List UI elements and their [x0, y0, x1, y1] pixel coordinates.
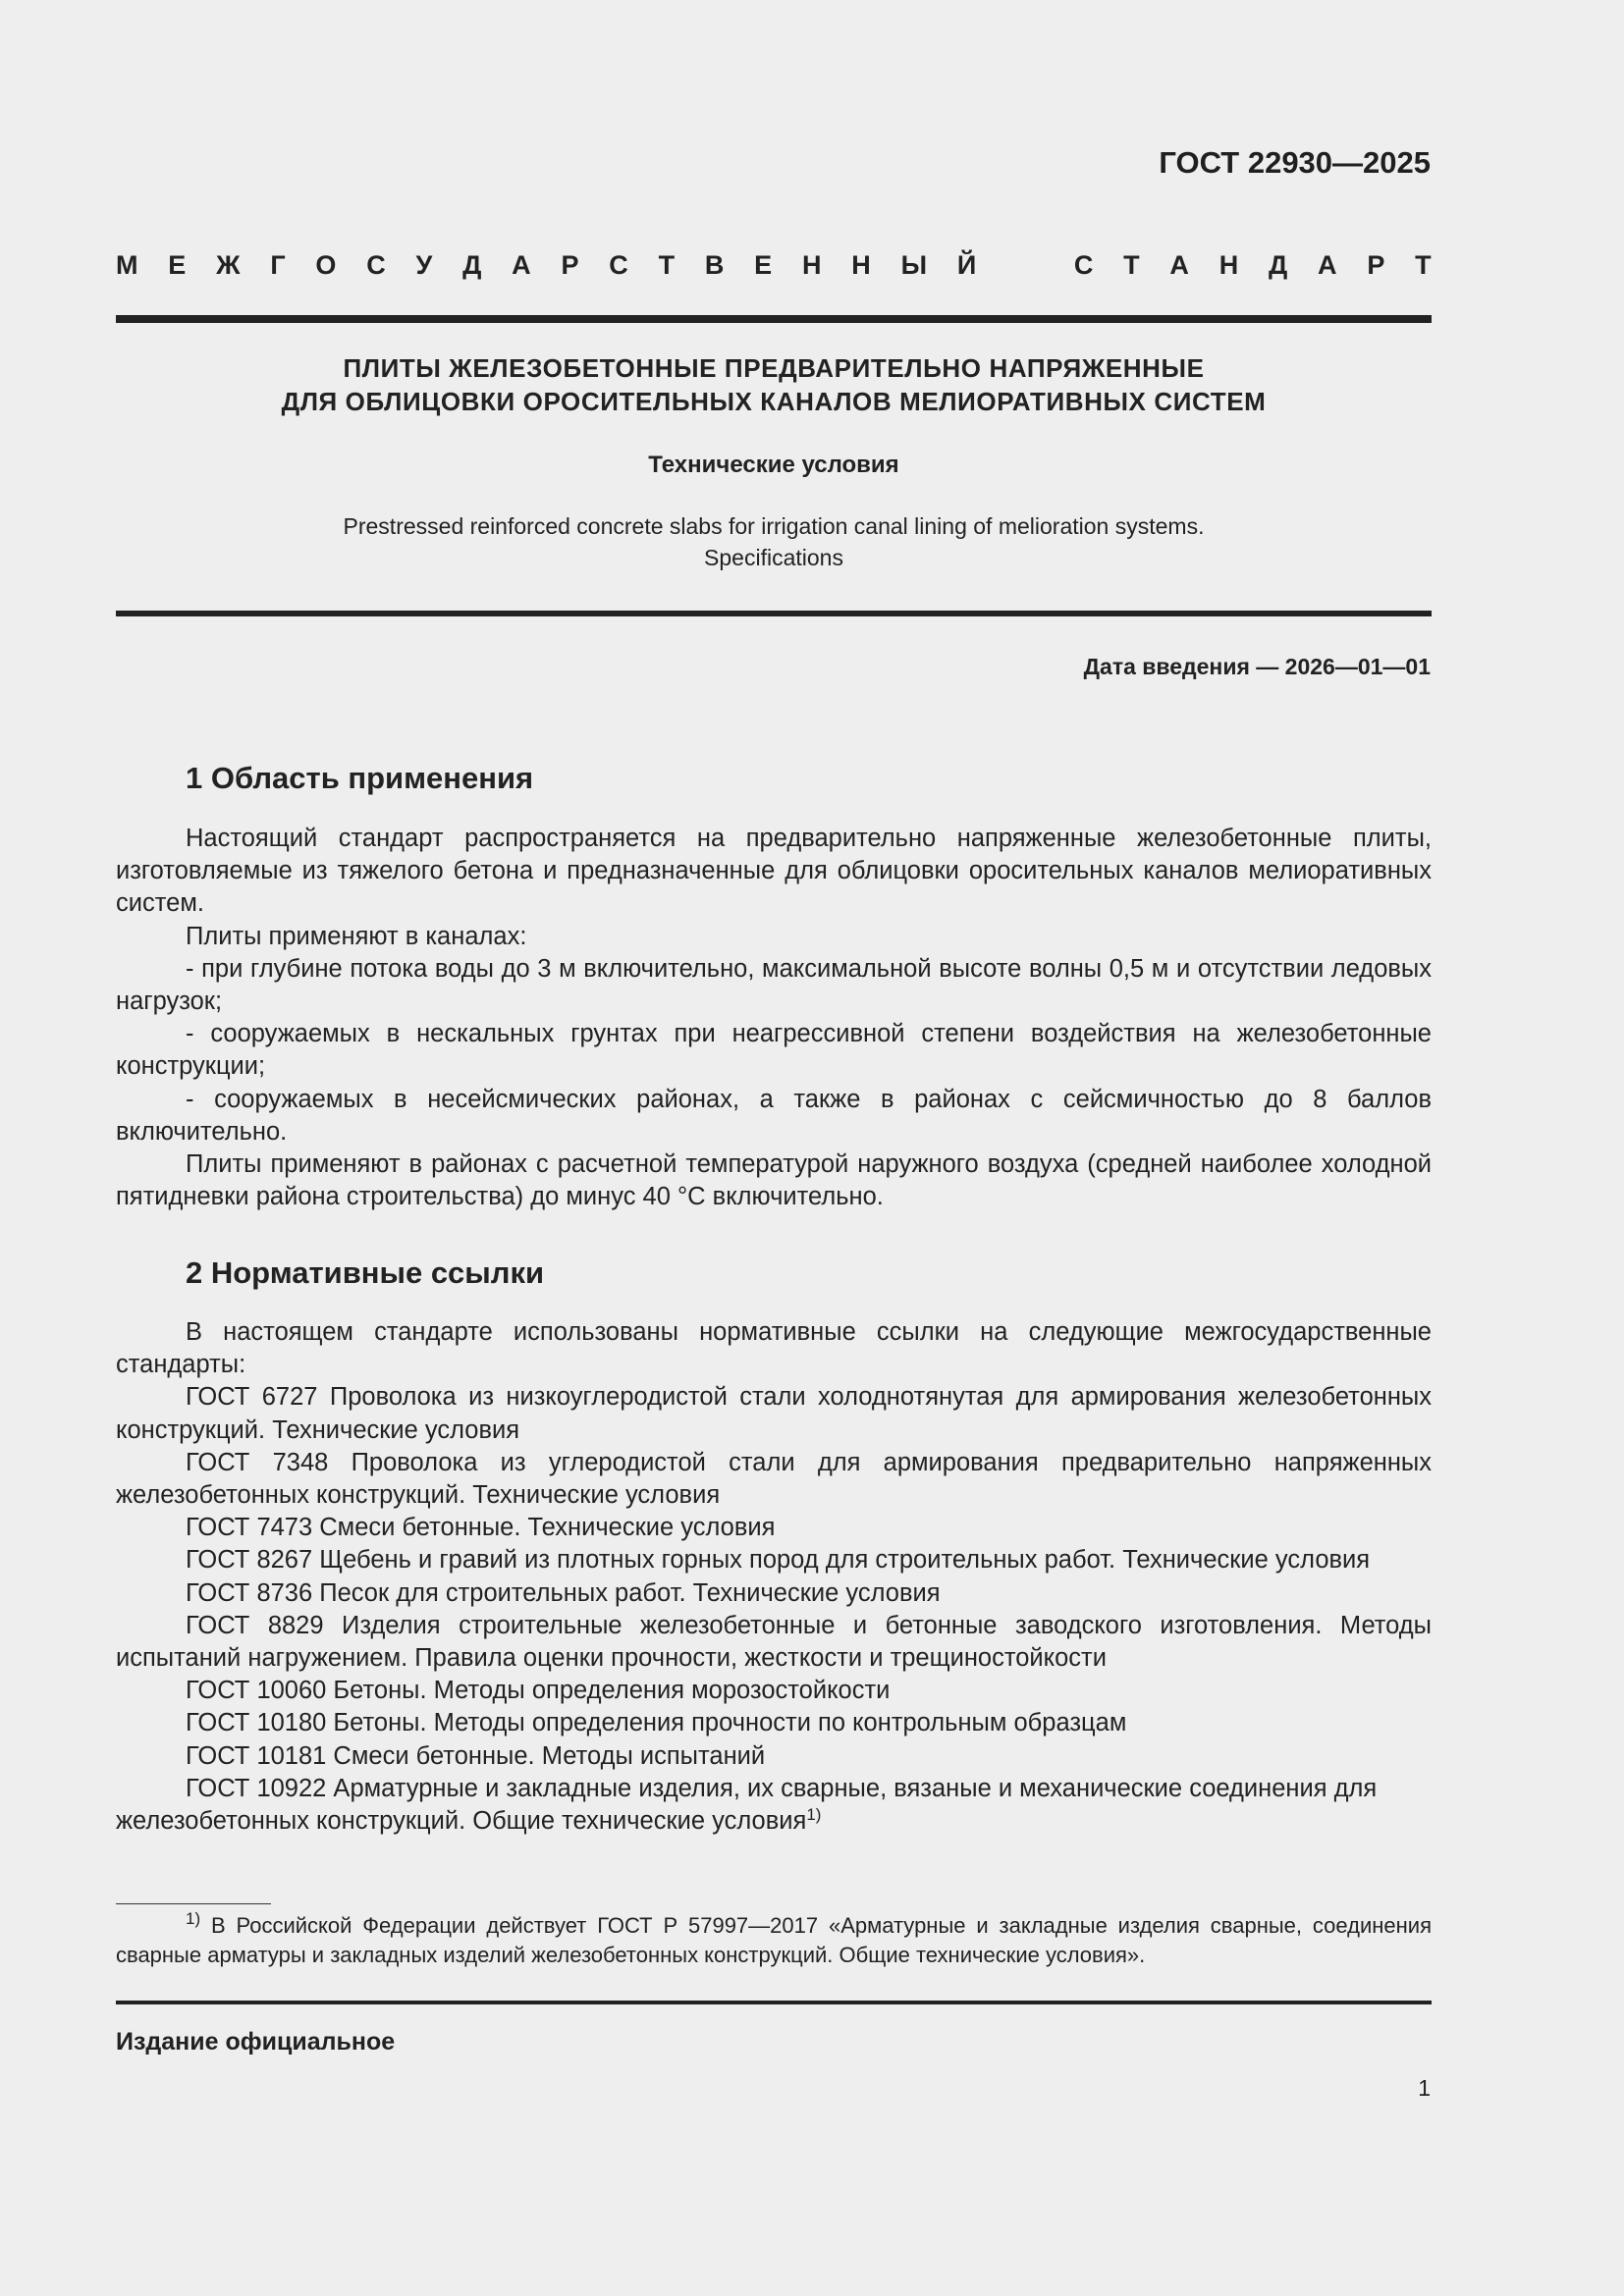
section-2-heading: 2 Нормативные ссылки — [186, 1255, 545, 1290]
english-title — [116, 510, 1432, 573]
heading-letter: Е — [754, 250, 773, 280]
heading-letter: Е — [168, 250, 187, 280]
footnote-text: В Российской Федерации действует ГОСТ Р 57997—2017 «Арматурные и закладные изделия сварные, соединения сварные арматуры и закладных изделий железобетонных конструкций. Общие технические условия». — [116, 1913, 1432, 1967]
heading-letter: Т — [1123, 250, 1140, 280]
heading-letter: У — [415, 250, 433, 280]
introduction-date: Дата введения — 2026—01—01 — [1083, 654, 1431, 679]
heading-letter: Н — [851, 250, 871, 280]
heading-letter: С — [1073, 250, 1094, 280]
heading-letter: А — [1169, 250, 1189, 280]
heading-letter: М — [116, 250, 138, 280]
heading-letter: Ж — [216, 250, 241, 280]
heading-letter: С — [609, 250, 628, 280]
title-divider — [116, 611, 1432, 616]
title-line-2: ДЛЯ ОБЛИЦОВКИ ОРОСИТЕЛЬНЫХ КАНАЛОВ МЕЛИОРАТИВНЫХ СИСТЕМ — [281, 387, 1267, 416]
reference-item: ГОСТ 8267 Щебень и гравий из плотных горных пород для строительных работ. Технические условия — [186, 1546, 1371, 1575]
top-divider — [116, 315, 1432, 323]
english-title-line-2: Specifications — [704, 545, 843, 570]
section-2-body — [116, 1316, 1432, 1838]
heading-letter: А — [1318, 250, 1337, 280]
paragraph: Плиты применяют в каналах: — [186, 922, 527, 950]
heading-letter: О — [315, 250, 337, 280]
heading-letter: Ы — [900, 250, 928, 280]
list-item: - сооружаемых в нескальных грунтах при неагрессивной степени воздействия на железобетонные конструкции; — [116, 1020, 1432, 1081]
heading-letter: В — [704, 250, 725, 280]
heading-letter: Н — [801, 250, 822, 280]
reference-item: ГОСТ 7348 Проволока из углеродистой стали для армирования предварительно напряженных железобетонных конструкций. Технические условия — [116, 1448, 1432, 1510]
paragraph: Плиты применяют в районах с расчетной температурой наружного воздуха (средней наиболее холодной пятидневки района строительства) до минус 40 °С включительно. — [116, 1150, 1432, 1211]
english-title-line-1: Prestressed reinforced concrete slabs for irrigation canal lining of melioration systems. — [343, 513, 1205, 539]
reference-item: ГОСТ 10180 Бетоны. Методы определения прочности по контрольным образцам — [186, 1709, 1127, 1737]
heading-letter: Т — [1415, 250, 1432, 280]
footnote-mark: 1) — [186, 1909, 201, 1928]
reference-item: ГОСТ 10181 Смеси бетонные. Методы испытаний — [186, 1741, 766, 1770]
title-line-1: ПЛИТЫ ЖЕЛЕЗОБЕТОННЫЕ ПРЕДВАРИТЕЛЬНО НАПРЯЖЕННЫЕ — [343, 353, 1205, 383]
section-1-body — [116, 823, 1432, 1213]
heading-letter: Р — [1367, 250, 1385, 280]
paragraph: В настоящем стандарте использованы нормативные ссылки на следующие межгосударственные стандарты: — [116, 1318, 1432, 1379]
document-subtitle: Технические условия — [648, 452, 899, 478]
paragraph: Настоящий стандарт распространяется на предварительно напряженные железобетонные плиты, изготовляемые из тяжелого бетона и предназначенные для облицовки оросительных каналов мелиоративных систем. — [116, 825, 1432, 918]
word-gap — [1006, 250, 1044, 281]
reference-item — [116, 1773, 1432, 1838]
reference-item: ГОСТ 8829 Изделия строительные железобетонные и бетонные заводского изготовления. Методы испытаний нагружением. Правила оценки прочности, жесткости и трещиностойкости — [116, 1611, 1432, 1673]
heading-letter: Н — [1218, 250, 1239, 280]
heading-letter: А — [512, 250, 531, 280]
section-1-heading: 1 Область применения — [186, 761, 534, 795]
standard-type-heading — [116, 250, 1432, 281]
reference-text: ГОСТ 10922 Арматурные и закладные изделия, их сварные, вязаные и механические соединения для железобетонных конструкций. Общие технические условия — [116, 1774, 1378, 1836]
list-item: - при глубине потока воды до 3 м включительно, максимальной высоте волны 0,5 м и отсутствии ледовых нагрузок; — [116, 954, 1432, 1016]
footnote-divider — [116, 1903, 271, 1904]
heading-letter: С — [366, 250, 386, 280]
document-title — [116, 351, 1432, 418]
heading-letter: Р — [561, 250, 579, 280]
reference-item: ГОСТ 10060 Бетоны. Методы определения морозостойкости — [186, 1677, 891, 1705]
footnote — [116, 1911, 1432, 1970]
reference-item: ГОСТ 7473 Смеси бетонные. Технические условия — [186, 1514, 776, 1542]
list-item: - сооружаемых в несейсмических районах, а также в районах с сейсмичностью до 8 баллов включительно. — [116, 1085, 1432, 1146]
footnote-mark: 1) — [806, 1805, 822, 1825]
edition-label: Издание официальное — [116, 2028, 396, 2056]
reference-item: ГОСТ 8736 Песок для строительных работ. Технические условия — [186, 1578, 941, 1607]
heading-letter: Д — [462, 250, 482, 280]
document-number: ГОСТ 22930—2025 — [1159, 145, 1431, 180]
heading-letter: Г — [270, 250, 286, 280]
reference-item: ГОСТ 6727 Проволока из низкоуглеродистой стали холоднотянутая для армирования железобетонных конструкций. Технические условия — [116, 1383, 1432, 1444]
heading-letter: Й — [956, 250, 977, 280]
page-number: 1 — [1418, 2075, 1431, 2101]
footer-divider — [116, 2001, 1432, 2004]
heading-letter: Т — [658, 250, 676, 280]
heading-letter: Д — [1269, 250, 1288, 280]
